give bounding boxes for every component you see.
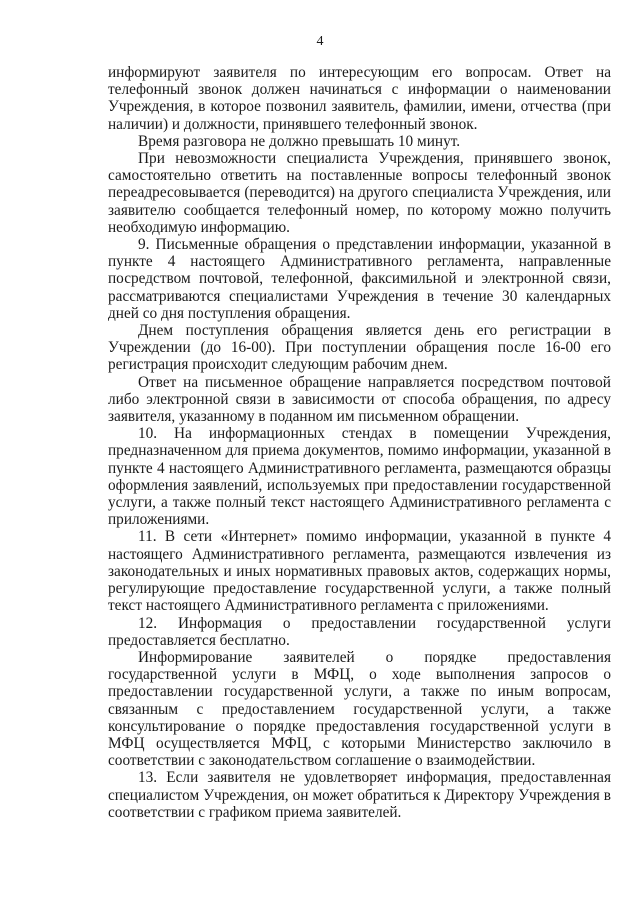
paragraph-item-9-written-requests: 9. Письменные обращения о представлении информации, указанной в пункте 4 настоящего Административного регламента, направленные посредством почтовой, телефонной, факсимильной и электронной связи, рассматриваются специалистами Учреждения в течение 30 календарных дней со дня поступления обращения.	[108, 236, 611, 322]
paragraph-mfc-informing: Информирование заявителей о порядке предоставления государственной услуги в МФЦ, о ходе выполнения запросов о предоставлении государственной услуги, а также по иным вопросам, связанным с предоставлением государственной услуги, а также консультирование о порядке предоставления государственной услуги в МФЦ осуществляется МФЦ, с которыми Министерство заключило в соответствии с законодательством соглашение о взаимодействии.	[108, 648, 611, 770]
page-number: 4	[316, 34, 324, 49]
paragraph-call-redirect: При невозможности специалиста Учреждения, принявшего звонок, самостоятельно ответить на поставленные вопросы телефонный звонок переадресовывается (переводится) на другого специалиста Учреждения, или заявителю сообщается телефонный номер, по которому можно получить необходимую информацию.	[108, 150, 611, 236]
paragraph-item-11-internet: 11. В сети «Интернет» помимо информации, указанной в пункте 4 настоящего Административного регламента, размещаются извлечения из законодательных и иных нормативных правовых актов, содержащих нормы, регулирующие предоставление государственной услуги, а также полный текст настоящего Административного регламента с приложениями.	[108, 528, 611, 615]
paragraph-request-registration-day: Днем поступления обращения является день его регистрации в Учреждении (до 16-00). При поступлении обращения после 16-00 его регистрация происходит следующим рабочим днем.	[108, 322, 611, 374]
paragraph-call-duration: Время разговора не должно превышать 10 минут.	[138, 132, 461, 150]
paragraph-written-reply: Ответ на письменное обращение направляется посредством почтовой либо электронной связи в зависимости от способа обращения, по адресу заявителя, указанному в поданном им письменном обращении.	[108, 373, 611, 426]
document-body	[108, 64, 611, 821]
paragraph-item-10-info-stands: 10. На информационных стендах в помещении Учреждения, предназначенном для приема документов, помимо информации, указанной в пункте 4 настоящего Административного регламента, размещаются образцы оформления заявлений, используемых при предоставлении государственной услуги, а также полный текст настоящего Административного регламента с приложениями.	[108, 425, 611, 529]
paragraph-item-13-director-appeal: 13. Если заявителя не удовлетворяет информация, предоставленная специалистом Учреждения, он может обратиться к Директору Учреждения в соответствии с графиком приема заявителей.	[108, 769, 611, 821]
paragraph-phone-answer-continued: информируют заявителя по интересующим его вопросам. Ответ на телефонный звонок должен начинаться с информации о наименовании Учреждения, в которое позвонил заявитель, фамилии, имени, отчества (при наличии) и должности, принявшего телефонный звонок.	[108, 64, 611, 133]
paragraph-item-12-free-info: 12. Информация о предоставлении государственной услуги предоставляется бесплатно.	[108, 614, 611, 649]
